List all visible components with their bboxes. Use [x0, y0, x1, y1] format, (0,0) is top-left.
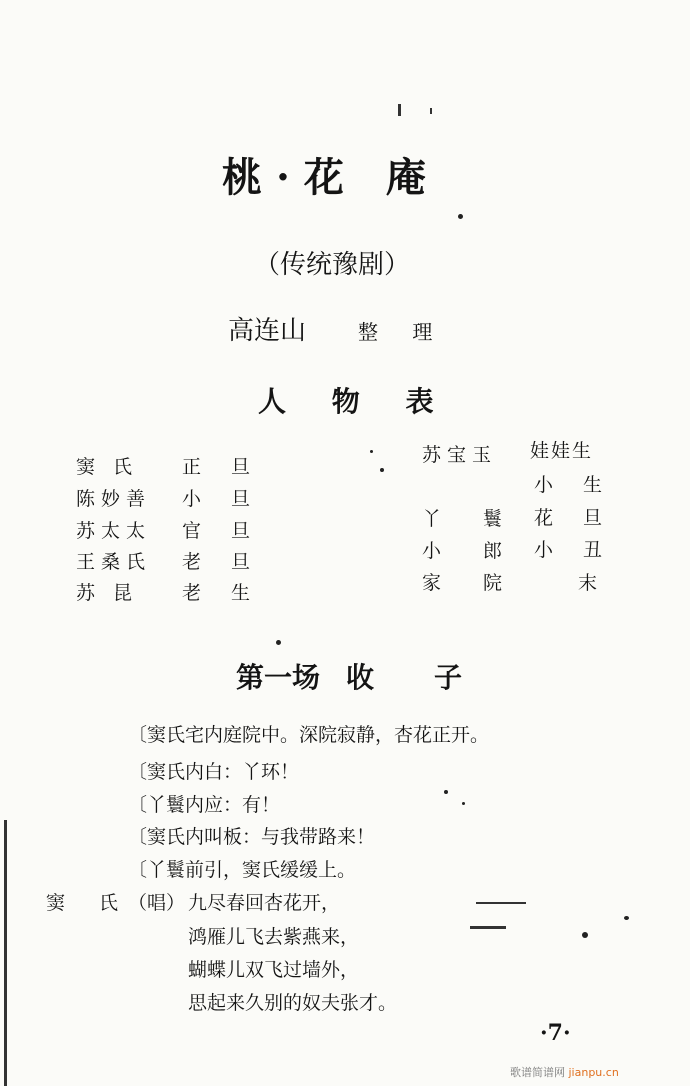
stage-direction: 〔窦氏内白：丫环！: [128, 761, 300, 783]
cast-left-role: 老 旦: [182, 551, 263, 573]
stage-direction: 〔窦氏内叫板：与我带路来！: [128, 826, 376, 848]
play-subtitle: （传统豫剧）: [254, 250, 411, 280]
scene-heading: [236, 656, 488, 696]
sung-line: 九尽春回杏花开，: [188, 892, 341, 914]
cast-right-name: 苏宝玉: [422, 444, 498, 466]
stage-direction: 〔窦氏宅内庭院中。深院寂静，杏花正开。: [128, 724, 490, 746]
sung-line: 思起来久别的奴夫张才。: [188, 992, 398, 1014]
cast-heading: 人 物 表: [258, 385, 452, 418]
scan-speck: [624, 916, 629, 920]
sung-line: 鸿雁儿飞去紫燕来，: [188, 926, 360, 948]
cast-left-name: 王桑氏: [76, 551, 152, 573]
scan-speck: [398, 104, 401, 116]
cast-right-role: 花 旦: [534, 507, 615, 529]
page-number: ·7·: [540, 1020, 571, 1046]
play-title: 桃·花 庵: [222, 154, 440, 201]
scan-speck: [476, 902, 526, 904]
watermark-domain: jianpu.cn: [568, 1066, 619, 1079]
cast-left-role: 官 旦: [182, 520, 263, 542]
cast-left-name: 苏 昆: [76, 582, 139, 604]
scan-speck: [462, 802, 465, 805]
scene-name: 收: [346, 661, 375, 694]
scan-edge-line: [4, 820, 7, 1086]
scan-speck: [430, 108, 432, 114]
cast-left-name: 陈妙善: [76, 488, 152, 510]
scan-speck: [444, 790, 448, 794]
watermark-site: 歌谱简谱网: [510, 1066, 565, 1079]
stage-direction: 〔丫鬟前引，窦氏缓缓上。: [128, 859, 357, 881]
scan-speck: [582, 932, 588, 938]
scan-speck: [276, 640, 281, 645]
cast-right-role: 末: [578, 572, 610, 594]
scan-speck: [380, 468, 384, 472]
speaker-name: 窦 氏: [46, 892, 133, 914]
delivery-mark: （唱）: [128, 892, 186, 914]
author-role: 整 理: [358, 320, 447, 344]
scan-speck: [370, 450, 373, 453]
watermark: [510, 1064, 619, 1080]
sung-line: 蝴蝶儿双飞过墙外，: [188, 959, 360, 981]
scene-name-2: 子: [434, 661, 463, 694]
scan-speck: [470, 926, 506, 929]
cast-right-name: 家 院: [422, 572, 521, 594]
cast-left-role: 老 生: [182, 582, 263, 604]
cast-right-name: 丫 鬟: [422, 508, 521, 530]
scene-number: 第一场: [236, 661, 321, 694]
cast-right-name: 小 郎: [422, 540, 521, 562]
scan-speck: [458, 214, 463, 219]
author-name: 高连山: [228, 316, 307, 346]
stage-direction: 〔丫鬟内应：有！: [128, 794, 281, 816]
cast-right-role: 娃娃生: [530, 440, 594, 462]
cast-right-role: 小 生: [534, 474, 615, 496]
cast-left-role: 小 旦: [182, 488, 263, 510]
cast-left-name: 窦 氏: [76, 456, 139, 478]
cast-right-role: 小 丑: [534, 539, 615, 561]
cast-left-name: 苏太太: [76, 520, 152, 542]
cast-left-role: 正 旦: [182, 456, 263, 478]
